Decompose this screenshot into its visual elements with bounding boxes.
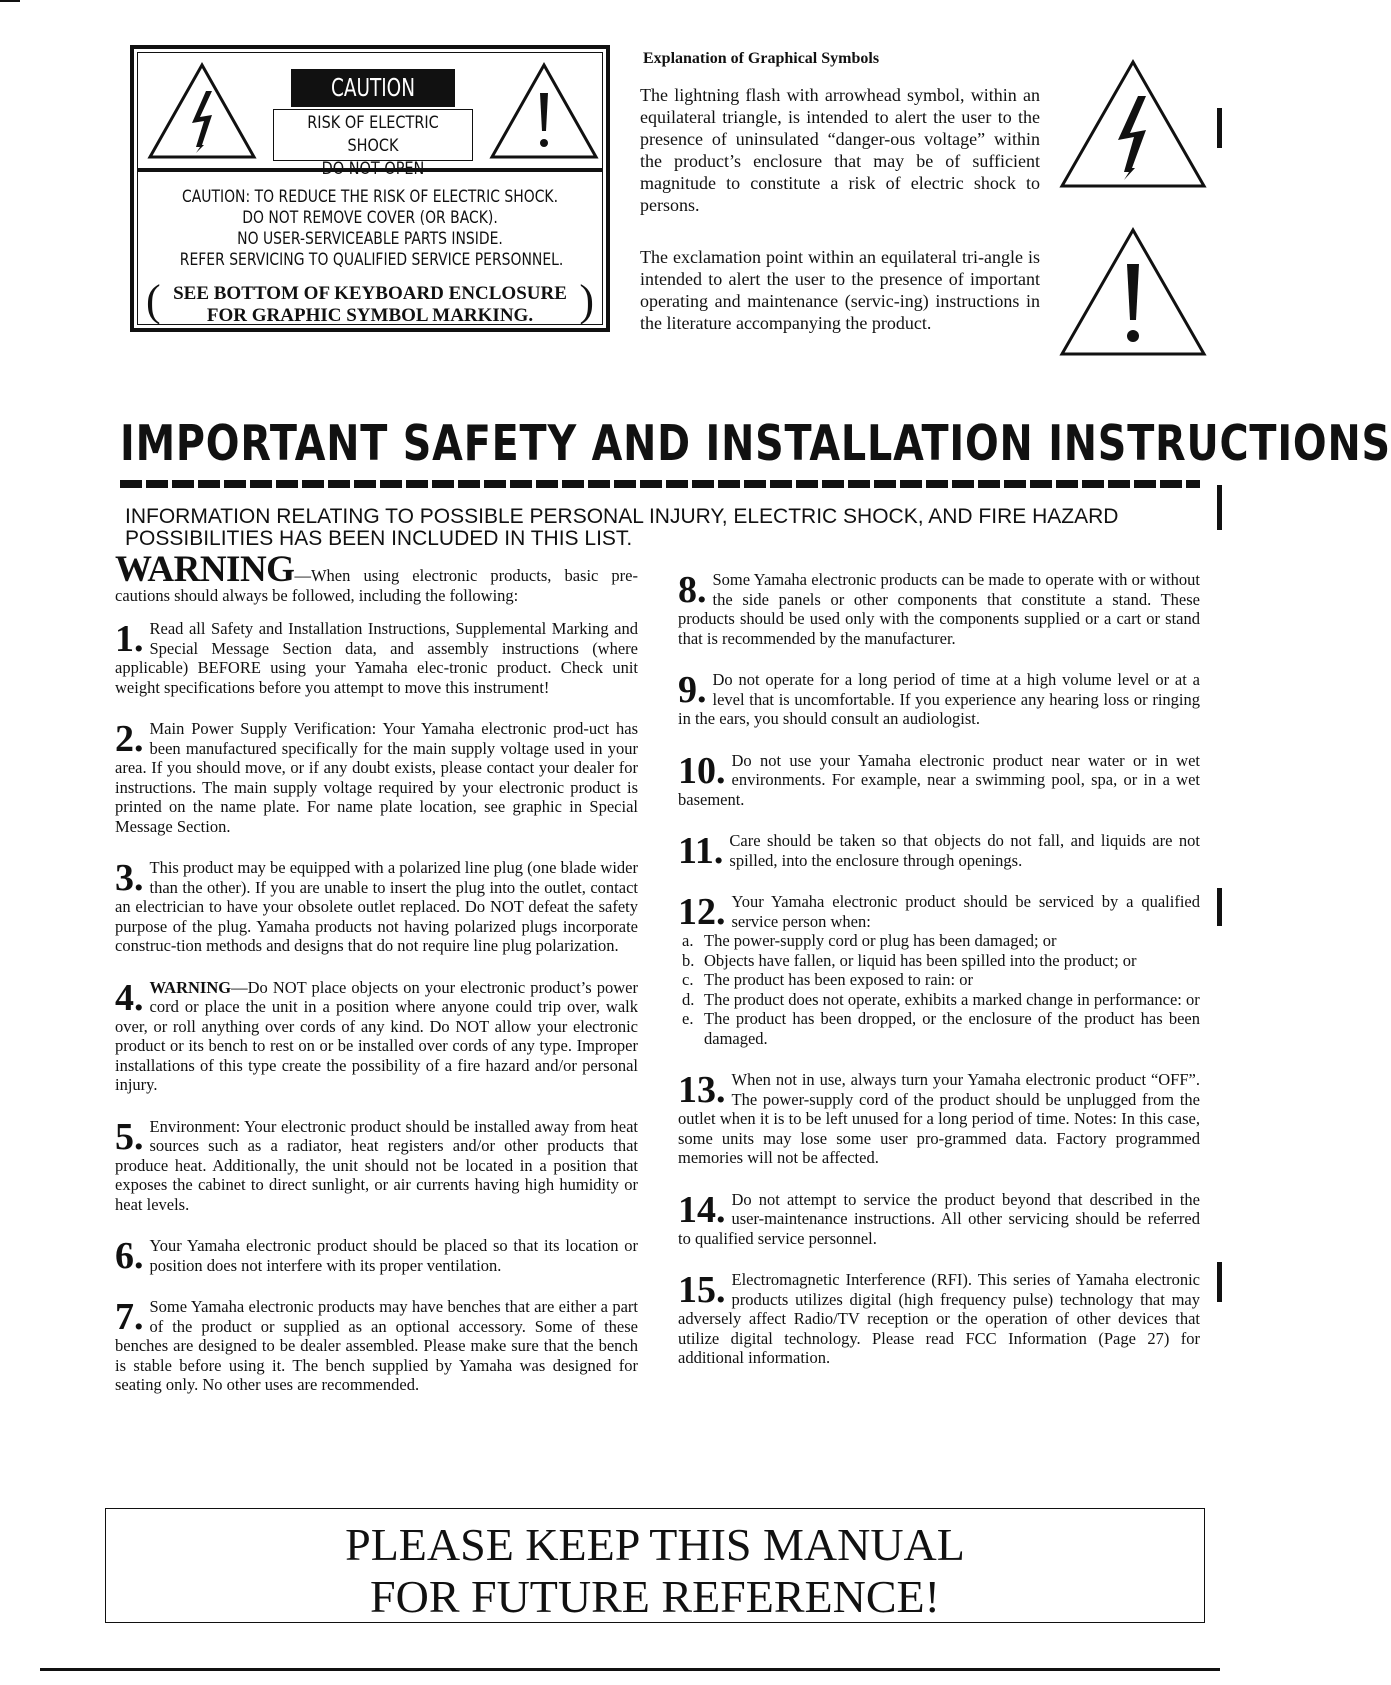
sub-list: [678, 931, 1200, 1048]
item-text: Main Power Supply Verification: Your Yamaha electronic prod-uct has been manufactured specifically for the main supply voltage used in your area. If you should move, or if any doubt exists, please contact your dealer for instructions. The main supply voltage required by your electronic product is printed on the name plate. For name plate location, see graphic in Special Message Section.: [115, 719, 638, 836]
sub-list-item: [678, 990, 1200, 1010]
sub-letter: a.: [682, 931, 694, 950]
item-text: Some Yamaha electronic products may have benches that are either a part of the product or supplied as an optional accessory. Some of these benches are designed to be dealer assembled. Please make sure that the bench is stable before using it. The bench supplied by Yamaha was designed for seating only. No other uses are recommended.: [115, 1297, 638, 1394]
item-number: 3.: [115, 857, 144, 899]
sub-list-item: [678, 931, 1200, 951]
sub-text: The power-supply cord or plug has been damaged; or: [704, 931, 1057, 950]
item-number: 7.: [115, 1296, 144, 1338]
edge-mark: [1217, 888, 1222, 926]
exclamation-triangle-icon: [488, 61, 600, 161]
caution-label: CAUTION: [291, 69, 455, 107]
item-number: 6.: [115, 1235, 144, 1277]
item-text: Do not operate for a long period of time at a high volume level or at a level that is uncomfortable. If you experience any hearing loss or ringing in the ears, you should consult an audiologist.: [678, 670, 1200, 728]
sub-letter: b.: [682, 950, 695, 970]
sub-letter: d.: [682, 989, 695, 1009]
item-text: Some Yamaha electronic products can be made to operate with or without the side panels or other components that constitute a stand. These products should be used only with the components supplied or a cart or stand that is recommended by the manufacturer.: [678, 570, 1200, 648]
exclamation-symbol-icon: [1058, 226, 1208, 358]
caution-line-1: CAUTION: TO REDUCE THE RISK OF ELECTRIC SHOCK.: [181, 187, 559, 207]
sub-list-item: [678, 951, 1200, 971]
item-number: 11.: [678, 830, 724, 872]
sub-list-item: [678, 1009, 1200, 1048]
item-number: 12.: [678, 891, 726, 933]
item-number: 10.: [678, 749, 726, 792]
explanation-title: Explanation of Graphical Symbols: [643, 50, 880, 67]
list-item: [115, 1236, 638, 1275]
caution-line-4: REFER SERVICING TO QUALIFIED SERVICE PERSONNEL.: [179, 250, 564, 270]
list-item: [678, 1070, 1200, 1168]
item-number: 5.: [115, 1115, 144, 1158]
item-body: —Do NOT place objects on your electronic product’s power cord or place the unit in a position where anyone could trip over, walk over, or roll anything over cords of any kind. Do NOT allow your electronic product or its bench to rest on or be installed over cords of any type. Improper installations of this type create the possibility of a fire hazard and/or personal injury.: [115, 977, 638, 1094]
right-column: [678, 570, 1200, 1390]
item-number: 4.: [115, 976, 144, 1019]
item-number: 2.: [115, 718, 144, 760]
item-number: 8.: [678, 569, 707, 611]
list-item: [115, 719, 638, 836]
keep-line-1: PLEASE KEEP THIS MANUAL: [345, 1519, 965, 1570]
see-bottom-note: [148, 283, 592, 327]
lightning-symbol-icon: [1058, 58, 1208, 190]
sub-letter: e.: [682, 1009, 694, 1028]
list-item: [678, 570, 1200, 648]
keep-manual-box: [105, 1508, 1205, 1623]
risk-line-1: RISK OF ELECTRIC SHOCK: [307, 113, 439, 156]
list-item: [115, 619, 638, 697]
list-item: [115, 978, 638, 1095]
list-item: [678, 1190, 1200, 1249]
right-parenthesis: ): [579, 276, 594, 325]
item-text: Your Yamaha electronic product should be serviced by a qualified service person when:: [731, 892, 1200, 931]
item-text: This product may be equipped with a polarized line plug (one blade wider than the other). If you are unable to insert the plug into the outlet, contact an electrician to have your obsolete outlet replaced. Do NOT defeat the safety purpose of the plug. Yamaha products not having polarized plugs incorporate construc-tion methods and designs that do not require line plug polarization.: [115, 858, 638, 955]
sub-list-item: [678, 970, 1200, 990]
risk-line-2: DO NOT OPEN: [321, 159, 425, 179]
item-text: Care should be taken so that objects do not fall, and liquids are not spilled, into the enclosure through openings.: [729, 831, 1200, 870]
page-corner-mark: [0, 0, 20, 2]
sub-text: Objects have fallen, or liquid has been spilled into the product; or: [704, 950, 1137, 970]
sub-text: The product does not operate, exhibits a marked change in performance: or: [704, 989, 1200, 1009]
item-number: 15.: [678, 1269, 726, 1311]
title-dashed-rule: [120, 480, 1200, 488]
warning-text: —When using electronic products, basic pre-cautions should always be followed, including the following:: [115, 566, 638, 605]
list-item: [115, 1117, 638, 1215]
footer-rule: [40, 1668, 1220, 1671]
list-item: [678, 670, 1200, 729]
sub-text: The product has been exposed to rain: or: [704, 970, 973, 989]
left-column: [115, 549, 638, 1417]
item-lead: WARNING: [149, 977, 232, 997]
edge-mark: [1217, 108, 1222, 148]
lightning-triangle-icon: [146, 61, 258, 161]
sub-text: The product has been dropped, or the enclosure of the product has been damaged.: [704, 1009, 1200, 1048]
info-subheading: INFORMATION RELATING TO POSSIBLE PERSONAL INJURY, ELECTRIC SHOCK, AND FIRE HAZARD POSSIBILITIES HAS BEEN INCLUDED IN THIS LIST.: [125, 505, 1119, 550]
warning-word: WARNING: [115, 549, 295, 590]
edge-mark: [1217, 1262, 1222, 1302]
list-item: [115, 1297, 638, 1395]
risk-of-shock-label: [273, 109, 473, 179]
list-item: [678, 751, 1200, 810]
item-number: 14.: [678, 1188, 726, 1231]
edge-mark: [1217, 485, 1222, 530]
item-text: Do not use your Yamaha electronic product near water or in wet environments. For example, near a swimming pool, spa, or in a wet basement.: [678, 750, 1200, 809]
keep-line-2: FOR FUTURE REFERENCE!: [370, 1571, 940, 1622]
lightning-explanation: The lightning flash with arrowhead symbol, within an equilateral triangle, is intended to alert the user to the presence of uninsulated “danger-ous voltage” within the product’s enclosure that may be of sufficient magnitude to constitute a risk of electric shock to persons.: [640, 85, 1040, 215]
item-number: 1.: [115, 618, 144, 660]
caution-header: [138, 53, 602, 179]
caution-instructions: [138, 187, 602, 271]
keep-manual-text: [106, 1519, 1204, 1623]
page-title: IMPORTANT SAFETY AND INSTALLATION INSTRUCTIONS: [120, 415, 1391, 472]
item-text: Read all Safety and Installation Instructions, Supplemental Marking and Special Message Section data, and assembly instructions (where applicable) BEFORE using your Yamaha elec-tronic product. Check unit weight specifications before you attempt to move this instrument!: [115, 619, 638, 697]
exclamation-explanation: The exclamation point within an equilateral tri-angle is intended to alert the user to the presence of important operating and maintenance (servic-ing) instructions in the literature accompanying the product.: [640, 247, 1040, 333]
item-text: Do not attempt to service the product beyond that described in the user-maintenance instructions. All other servicing should be referred to qualified service personnel.: [678, 1189, 1200, 1248]
item-number: 13.: [678, 1069, 726, 1111]
item-number: 9.: [678, 669, 707, 711]
caution-box-inner: [137, 52, 603, 325]
warning-intro: [115, 549, 638, 605]
see-line-2: FOR GRAPHIC SYMBOL MARKING.: [206, 305, 534, 326]
caution-line-2: DO NOT REMOVE COVER (OR BACK).: [242, 208, 498, 228]
caution-line-3: NO USER-SERVICEABLE PARTS INSIDE.: [237, 229, 503, 249]
sub-letter: c.: [682, 970, 694, 989]
item-text: [115, 978, 638, 1095]
item-text: Environment: Your electronic product should be installed away from heat sources such as a radiator, heat registers and/or other products that produce heat. Additionally, the unit should not be located in a position that exposes the cabinet to direct sunlight, or air currents having high humidity or heat levels.: [115, 1116, 638, 1214]
see-line-1: SEE BOTTOM OF KEYBOARD ENCLOSURE: [173, 283, 567, 304]
list-item: [678, 831, 1200, 870]
item-text: Electromagnetic Interference (RFI). This series of Yamaha electronic products utilizes digital (high frequency pulse) technology that may adversely affect Radio/TV reception or the operation of other devices that utilize digital technology. Please read FCC Information (Page 27) for additional information.: [678, 1270, 1200, 1367]
item-text: When not in use, always turn your Yamaha electronic product “OFF”. The power-supply cord of the product should be unplugged from the outlet when it is to be left unused for a long period of time. Notes: In this case, some units may lose some user pro-grammed data. Factory programmed memories will not be affected.: [678, 1070, 1200, 1167]
list-item: [115, 858, 638, 956]
left-parenthesis: (: [146, 276, 161, 325]
list-item: [678, 892, 1200, 1048]
list-item: [678, 1270, 1200, 1368]
caution-box: [130, 45, 610, 332]
item-text: Your Yamaha electronic product should be placed so that its location or position does not interfere with its proper ventilation.: [149, 1236, 638, 1275]
